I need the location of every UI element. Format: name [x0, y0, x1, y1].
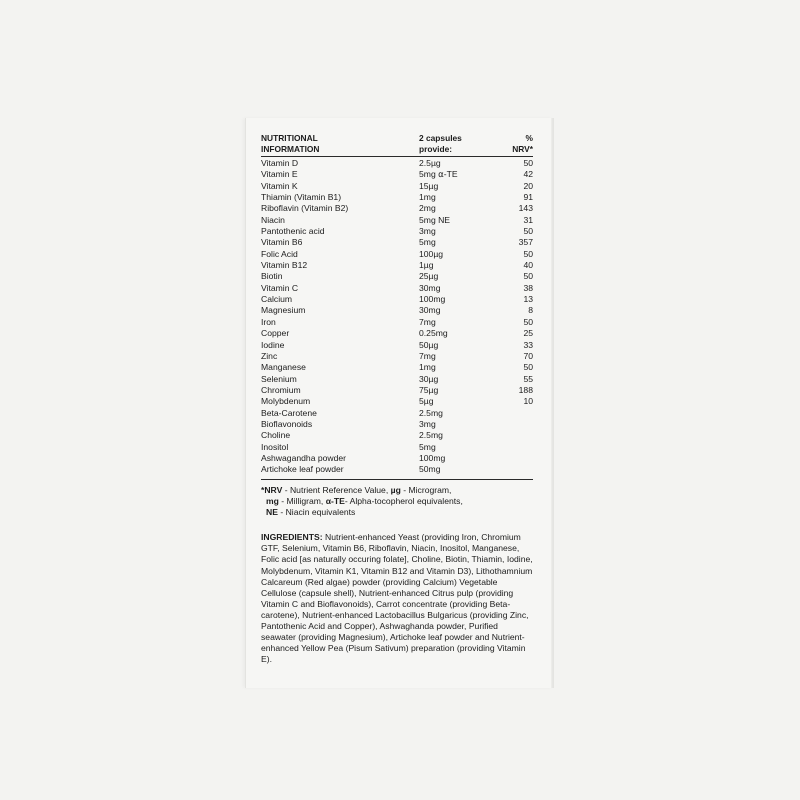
nutrient-nrv: 8 — [528, 305, 533, 316]
table-row — [261, 362, 533, 373]
nutrient-amount: 7mg — [419, 316, 436, 327]
nutrient-nrv: 50 — [523, 158, 533, 168]
nutrient-nrv: 50 — [523, 226, 533, 237]
nutrient-name: Folic Acid — [261, 248, 298, 259]
legend-line-1 — [261, 485, 533, 496]
nutrient-name: Niacin — [261, 214, 285, 225]
product-box-back-panel — [245, 118, 553, 688]
nutrient-nrv: 40 — [523, 260, 533, 271]
legend-ne-term: NE — [266, 507, 278, 518]
nutrient-amount: 1mg — [419, 362, 436, 373]
nutrient-amount: 30µg — [419, 373, 439, 384]
nutrient-name: Choline — [261, 430, 291, 441]
header-amount — [419, 133, 487, 154]
table-row — [261, 408, 533, 419]
legend-ug-def: - Microgram, — [400, 484, 452, 495]
header-nrv — [487, 133, 533, 154]
table-row — [261, 328, 533, 339]
nutrient-nrv — [487, 430, 533, 441]
nutrient-nrv: 25 — [523, 328, 533, 339]
legend-ug-term: µg — [390, 484, 401, 495]
nutrient-name: Vitamin B6 — [261, 237, 303, 248]
legend-mg-def: - Milligram, — [278, 495, 326, 506]
nutrient-name: Pantothenic acid — [261, 226, 325, 237]
table-row — [261, 181, 533, 192]
table-row — [261, 442, 533, 453]
nutrient-nrv: 50 — [523, 271, 533, 282]
nutrient-nrv: 188 — [518, 384, 533, 395]
nutrient-amount: 2mg — [419, 203, 436, 214]
ingredients-paragraph — [261, 532, 533, 665]
nutrient-amount: 5mg — [419, 441, 436, 452]
nutrient-amount: 5mg — [419, 237, 436, 248]
table-divider — [261, 479, 533, 480]
nutrient-name: Chromium — [261, 384, 301, 395]
table-row — [261, 215, 533, 226]
nutrient-nrv: 50 — [523, 362, 533, 373]
table-row — [261, 294, 533, 305]
nutrient-name: Bioflavonoids — [261, 418, 313, 429]
nutrient-amount: 5mg NE — [419, 214, 451, 225]
table-row — [261, 260, 533, 271]
table-row — [261, 169, 533, 180]
legend-mg-term: mg — [266, 495, 279, 506]
legend-ne-def: - Niacin equivalents — [277, 507, 356, 518]
nutrient-name: Manganese — [261, 362, 306, 373]
header-col2-line1: 2 capsules — [419, 133, 462, 143]
nutrient-name: Beta-Carotene — [261, 407, 317, 418]
nutrient-nrv: 31 — [523, 214, 533, 225]
nutrient-amount: 0.25mg — [419, 328, 448, 339]
table-row — [261, 283, 533, 294]
nutrient-amount: 30mg — [419, 282, 441, 293]
label-content — [261, 133, 533, 665]
ingredients-text: Nutrient-enhanced Yeast (providing Iron, Chromium GTF, Selenium, Vitamin B6, Riboflavin, Niacin, Inositol, Manganese, Folic acid [as naturally occuring folate], Choline, Biotin, Thiamin, Iodine, Molybdenum, Vitamin K1, Vitamin B12 and Vitamin D3), Lithothamnium Calcareum (Red algae) powder (providing Calcium) Vegetable Cellulose (capsule shell), Nutrient-enhanced Citrus pulp (providing Vitamin C and Bioflavonoids), Carrot concentrate (providing Beta-carotene), Nutrient-enhanced Lactobacillus Bulgaricus (providing Zinc, Pantothenic Acid and Copper), Ashwaghanda powder, Purified seawater (providing Magnesium), Artichoke leaf powder and Nutrient-enhanced Yellow Pea (Pisum Sativum) preparation (providing Vitamin E). — [261, 532, 533, 665]
nutrient-amount: 2.5mg — [419, 430, 443, 441]
nutrient-amount: 100mg — [419, 294, 446, 305]
nutrient-nrv — [487, 453, 533, 464]
table-row — [261, 396, 533, 407]
table-row — [261, 464, 533, 475]
nutrition-table-header — [261, 133, 533, 157]
nutrient-nrv: 357 — [518, 237, 533, 248]
nutrient-name: Vitamin E — [261, 169, 298, 180]
nutrient-amount: 1mg — [419, 192, 436, 203]
nutrient-nrv: 33 — [523, 339, 533, 350]
header-col3-line1: % — [525, 133, 533, 143]
nutrient-amount: 1µg — [419, 260, 434, 271]
nutrient-nrv — [487, 419, 533, 430]
nutrient-nrv — [487, 442, 533, 453]
legend-line-2 — [261, 496, 533, 507]
table-row — [261, 385, 533, 396]
table-row — [261, 317, 533, 328]
nutrient-amount: 30mg — [419, 305, 441, 316]
nrv-legend — [261, 485, 533, 519]
nutrient-name: Vitamin B12 — [261, 260, 308, 271]
nutrient-nrv — [487, 464, 533, 475]
nutrient-nrv: 42 — [523, 169, 533, 180]
nutrient-name: Biotin — [261, 271, 283, 282]
table-row — [261, 237, 533, 248]
table-row — [261, 305, 533, 316]
nutrient-nrv: 50 — [523, 316, 533, 327]
nutrient-name: Thiamin (Vitamin B1) — [261, 192, 342, 203]
table-row — [261, 203, 533, 214]
table-row — [261, 192, 533, 203]
legend-nrv-term: *NRV — [261, 484, 283, 495]
nutrient-name: Artichoke leaf powder — [261, 464, 344, 475]
nutrient-nrv: 20 — [523, 180, 533, 191]
nutrient-amount: 100mg — [419, 452, 446, 463]
header-col2-line2: provide: — [419, 143, 453, 154]
nutrient-nrv: 70 — [523, 350, 533, 361]
table-row — [261, 351, 533, 362]
nutrient-nrv: 10 — [523, 396, 533, 407]
table-row — [261, 249, 533, 260]
table-row — [261, 340, 533, 351]
nutrient-nrv: 38 — [523, 282, 533, 293]
nutrient-name: Vitamin C — [261, 282, 299, 293]
nutrient-name: Selenium — [261, 373, 297, 384]
table-row — [261, 430, 533, 441]
nutrient-amount: 25µg — [419, 271, 439, 282]
nutrient-amount: 2.5µg — [419, 158, 441, 168]
nutrient-nrv: 143 — [518, 203, 533, 214]
nutrient-name: Copper — [261, 328, 290, 339]
nutrient-name: Vitamin K — [261, 180, 298, 191]
table-row — [261, 419, 533, 430]
nutrient-name: Zinc — [261, 350, 278, 361]
table-row — [261, 374, 533, 385]
legend-nrv-def: - Nutrient Reference Value, — [282, 484, 391, 495]
header-nutritional-information — [261, 133, 419, 154]
nutrient-nrv: 50 — [523, 248, 533, 259]
nutrient-name: Ashwagandha powder — [261, 452, 347, 463]
nutrient-amount: 15µg — [419, 180, 439, 191]
nutrient-amount: 3mg — [419, 418, 436, 429]
nutrient-amount: 2.5mg — [419, 407, 443, 418]
nutrient-name: Iodine — [261, 339, 285, 350]
nutrient-amount: 5µg — [419, 396, 434, 407]
table-row — [261, 453, 533, 464]
table-row — [261, 226, 533, 237]
nutrient-amount: 3mg — [419, 226, 436, 237]
nutrient-nrv: 91 — [523, 192, 533, 203]
nutrition-table-body — [261, 157, 533, 476]
nutrient-amount: 7mg — [419, 350, 436, 361]
legend-ate-term: α-TE — [325, 495, 345, 506]
nutrient-amount: 50mg — [419, 464, 441, 475]
nutrient-nrv: 55 — [523, 373, 533, 384]
nutrient-name: Magnesium — [261, 305, 306, 316]
nutrient-amount: 75µg — [419, 384, 439, 395]
nutrient-nrv: 13 — [523, 294, 533, 305]
nutrient-amount: 100µg — [419, 248, 444, 259]
header-col1-line1: NUTRITIONAL — [261, 133, 318, 143]
header-col1-line2: INFORMATION — [261, 143, 320, 154]
ingredients-label: INGREDIENTS: — [261, 532, 323, 543]
legend-line-3 — [261, 507, 533, 518]
table-row — [261, 158, 533, 169]
nutrient-name: Inositol — [261, 441, 289, 452]
nutrient-nrv — [487, 408, 533, 419]
nutrient-name: Molybdenum — [261, 396, 311, 407]
nutrient-amount: 50µg — [419, 339, 439, 350]
table-row — [261, 271, 533, 282]
nutrient-name: Iron — [261, 316, 276, 327]
nutrient-name: Vitamin D — [261, 158, 299, 168]
nutrient-name: Calcium — [261, 294, 293, 305]
legend-ate-def: - Alpha-tocopherol equivalents, — [344, 495, 463, 506]
nutrient-name: Riboflavin (Vitamin B2) — [261, 203, 349, 214]
header-col3-line2: NRV* — [512, 143, 533, 154]
nutrient-amount: 5mg ⍺-TE — [419, 169, 458, 180]
